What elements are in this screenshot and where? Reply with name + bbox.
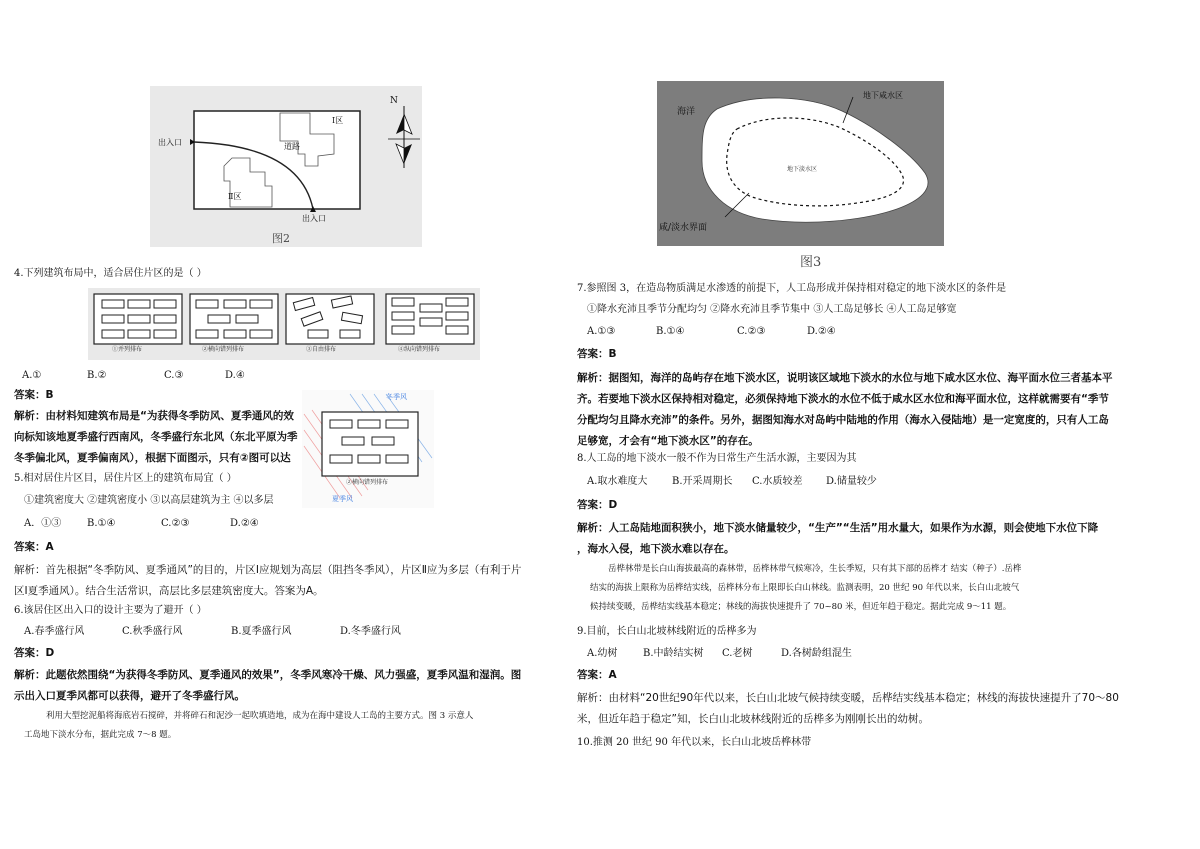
q6-option-a: A.春季盛行风 [24, 626, 85, 637]
q10-question: 10.推测 20 世纪 90 年代以来，长白山北坡岳桦林带 [577, 737, 812, 748]
fresh-zone-label: 地下淡水区 [787, 166, 818, 173]
q7-choices: ①降水充沛且季节分配均匀 ②降水充沛且季节集中 ③人工岛足够长 ④人工岛足够宽 [587, 304, 957, 315]
q7-analysis: 解析：据图知，海洋的岛屿存在地下淡水区，说明该区域地下淡水的水位与地下咸水区水位、海平面水位三者基本平 齐。若要地下淡水区保持相对稳定，必须保持地下淡水的水位不低于咸水区水位和海平面水位，这样就需要有“季节 分配均匀且降水充沛”的条件。另外，据图知海水对岛屿中陆地的作用（海水入侵陆地）是一定宽度的，只有人工岛 足够宽，才会有“地下淡水区”的存在。 [577, 372, 1113, 447]
layout-label-1: ①并列排布 [112, 346, 143, 353]
q4-option-a: A.① [22, 370, 42, 381]
q5-option-b: B.①④ [87, 518, 116, 529]
q4-option-d: D.④ [225, 370, 245, 381]
q7-option-c: C.②③ [737, 326, 766, 337]
q8-option-d: D.储量较少 [826, 476, 877, 487]
layout-panel-2 [190, 294, 278, 344]
wind-figure [302, 390, 434, 508]
q9-option-b: B.中龄结实树 [643, 648, 704, 659]
q5-option-d: D.②④ [230, 518, 259, 529]
q5-choices: ①建筑密度大 ②建筑密度小 ③以高层建筑为主 ④以多层 [24, 495, 274, 506]
figure-3-caption: 图3 [800, 255, 822, 270]
figure-2-map [150, 86, 422, 247]
q4-question: 4.下列建筑布局中，适合居住片区的是（ ） [14, 268, 207, 279]
layout-label-2: ②横向错列排布 [202, 346, 245, 353]
island-shape [702, 98, 928, 222]
figure-2-caption: 图2 [272, 232, 290, 245]
q9-option-a: A.幼树 [587, 648, 618, 659]
layout-panel-3 [286, 294, 374, 344]
q8-option-c: C.水质较差 [752, 476, 803, 487]
boundary-label: 咸/淡水界面 [659, 223, 708, 233]
q5-answer: 答案：A [14, 541, 54, 553]
summer-wind-label: 夏季风 [332, 495, 353, 503]
q5-question: 5.相对居住片区目，居住片区上的建筑布局宜（ ） [14, 473, 237, 484]
q8-option-b: B.开采周期长 [672, 476, 733, 487]
q8-analysis: 解析：人工岛陆地面积狭小，地下淡水储量较少，“生产”“生活”用水量大，如果作为水源，则会使地下水位下降 ，海水入侵，地下淡水难以存在。 [577, 522, 1099, 555]
q9-option-c: C.老树 [722, 648, 753, 659]
q6-option-d: D.冬季盛行风 [340, 626, 401, 637]
figure-2 [150, 86, 422, 247]
wind-figure-caption: ②横向错列排布 [346, 479, 389, 486]
ocean-label: 海洋 [677, 107, 696, 117]
layout-label-4: ④纵向错列排布 [398, 346, 441, 353]
q6-option-b: B.夏季盛行风 [231, 626, 292, 637]
north-label: N [390, 96, 398, 106]
saline-zone-label: 地下咸水区 [863, 91, 903, 100]
q4-layout-figure [88, 288, 480, 360]
figure-3 [657, 81, 944, 246]
q4-option-b: B.② [87, 370, 107, 381]
q4-analysis: 解析：由材料知建筑布局是“为获得冬季防风、夏季通风的效 向标知该地夏季盛行西南风，冬季盛行东北风（东北平原为季 冬季偏北风，夏季偏南风），根据下面图示，只有②图可以达 [14, 410, 298, 464]
q6-analysis: 解析：此题依然围绕“为获得冬季防风、夏季通风的效果”，冬季风寒冷干燥、风力强盛，夏季风温和湿润。图 示出入口夏季风都可以获得，避开了冬季盛行风。 [14, 669, 522, 702]
q8-option-a: A.取水难度大 [587, 476, 648, 487]
q9-answer: 答案：A [577, 669, 617, 681]
q6-answer: 答案：D [14, 647, 55, 659]
q9-option-d: D.各树龄组混生 [781, 648, 852, 659]
q7-option-d: D.②④ [807, 326, 836, 337]
material-7-8: 利用大型挖泥船将海底岩石搅碎，并将碎石和泥沙一起吹填造地，成为在海中建设人工岛的主要方式。图 3 示意人 工岛地下淡水分布，据此完成 7～8 题。 [24, 711, 474, 740]
winter-wind-label: 冬季风 [386, 393, 407, 401]
layout-panel-4 [386, 294, 474, 344]
layout-panel-1 [94, 294, 182, 344]
q9-analysis: 解析：由材料“20世纪90年代以来，长白山北坡气候持续变暖，岳桦结实线基本稳定；林线的海拔快速提升了70～80 米，但近年趋于稳定”知，长白山北坡林线附近的岳桦多为刚刚长出的幼树。 [577, 692, 1119, 725]
entrance-label-west: 出入口 [158, 138, 182, 147]
q4-answer: 答案：B [14, 389, 54, 401]
layout-label-3: ③自由排布 [306, 346, 337, 353]
q5-option-c: C.②③ [161, 518, 190, 529]
north-arrow-icon [388, 106, 420, 168]
q8-answer: 答案：D [577, 499, 618, 511]
q7-question: 7.参照图 3，在造岛物质满足水渗透的前提下，人工岛形成并保持相对稳定的地下淡水区的条件是 [577, 283, 1007, 294]
q5-option-a: A．①③ [24, 518, 62, 529]
zone-2-label: Ⅱ区 [228, 192, 242, 201]
q7-answer: 答案：B [577, 348, 617, 360]
q9-question: 9.目前，长白山北坡林线附近的岳桦多为 [577, 626, 757, 637]
entrance-label-south: 出入口 [302, 214, 326, 223]
material-9-11: 岳桦林带是长白山海拔最高的森林带，岳桦林带气候寒冷，生长季短，只有其下部的岳桦才 结实（种子）.岳桦 结实的海拔上限称为岳桦结实线，岳桦林分布上限即长白山林线。监测表明，20 世纪 90 年代以来，长白山北坡气 候持续变暖，岳桦结实线基本稳定；林线的海拔快速提升了 70~80 米，但近年趋于稳定。据此完成 9～11 题。 [590, 564, 1022, 612]
zone-1-label: Ⅰ区 [332, 116, 344, 125]
q4-option-c: C.③ [164, 370, 184, 381]
q5-analysis: 解析：首先根据“冬季防风、夏季通风”的目的，片区Ⅰ应规划为高层（阻挡冬季风），片区Ⅱ应为多层（有利于片 区Ⅰ夏季通风）。结合生活常识，高层比多层建筑密度大。答案为A。 [14, 564, 522, 597]
road-label: 道路 [284, 142, 300, 151]
q6-question: 6.该居住区出入口的设计主要为了避开（ ） [14, 605, 207, 616]
q6-option-c: C.秋季盛行风 [122, 626, 183, 637]
q7-option-b: B.①④ [656, 326, 685, 337]
q8-question: 8.人工岛的地下淡水一般不作为日常生产生活水源，主要因为其 [577, 453, 857, 464]
q7-option-a: A.①③ [587, 326, 616, 337]
